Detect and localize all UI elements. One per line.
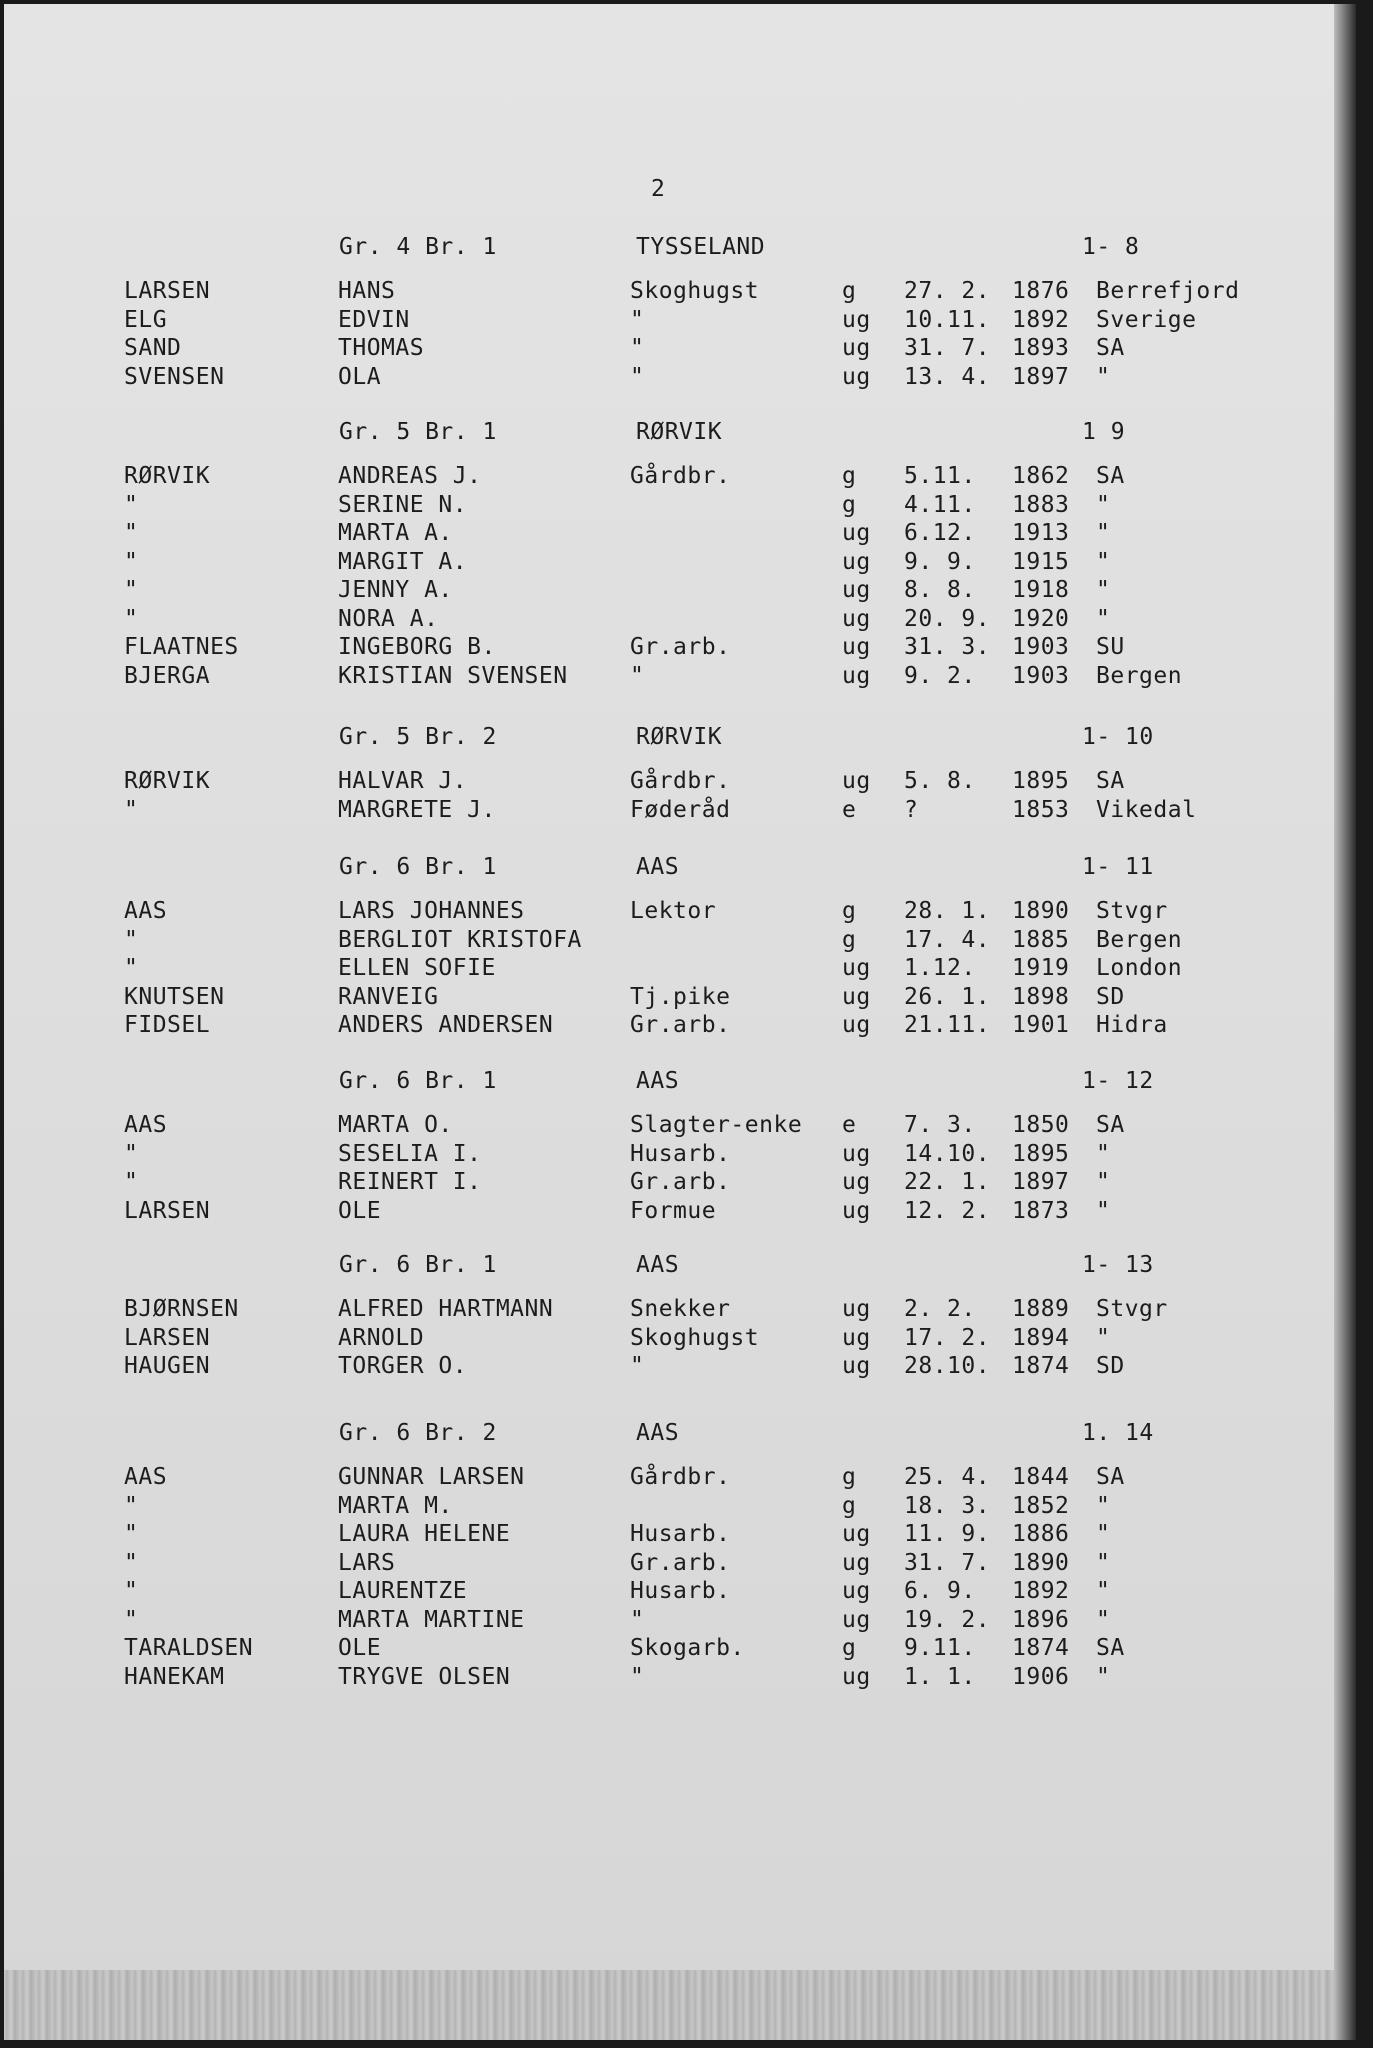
household-number: 1 9 [1082, 419, 1126, 445]
person-row [4, 955, 1356, 983]
person-row [4, 1112, 1356, 1140]
marital-status: ug [842, 335, 871, 361]
birthplace: Stvgr [1096, 1296, 1168, 1322]
birth-year: 1852 [1012, 1492, 1070, 1519]
section-header [4, 854, 1356, 882]
birth-year: 1886 [1012, 1521, 1070, 1547]
given-name: SESELIA I. [338, 1140, 482, 1167]
occupation: Gr.arb. [630, 1012, 731, 1038]
occupation: Lektor [630, 898, 717, 924]
marital-status: ug [842, 605, 871, 632]
group-number: Gr. 6 Br. 1 [339, 854, 497, 880]
birth-year: 1853 [1012, 796, 1070, 823]
occupation: " [630, 1663, 645, 1690]
marital-status: ug [842, 1296, 871, 1322]
birthplace: SA [1096, 768, 1125, 794]
surname: TARALDSEN [124, 1635, 254, 1661]
surname: " [124, 1606, 139, 1633]
marital-status: g [842, 1492, 857, 1519]
person-row [4, 927, 1356, 955]
surname: SVENSEN [124, 363, 225, 390]
birth-date: 2. 2. [904, 1296, 976, 1322]
marital-status: ug [842, 548, 871, 575]
occupation: Husarb. [630, 1578, 731, 1604]
birth-date: 25. 4. [904, 1464, 991, 1490]
given-name: MARGIT A. [338, 548, 468, 575]
given-name: ELLEN SOFIE [338, 955, 496, 981]
given-name: GUNNAR LARSEN [338, 1464, 525, 1490]
birth-date: 13. 4. [904, 363, 991, 390]
given-name: HANS [338, 278, 396, 304]
given-name: ALFRED HARTMANN [338, 1296, 554, 1322]
occupation: " [630, 662, 645, 689]
person-row [4, 278, 1356, 306]
birthplace: " [1096, 520, 1111, 546]
birth-date: 4.11. [904, 491, 976, 518]
birth-year: 1885 [1012, 926, 1070, 953]
birthplace: SA [1096, 1112, 1125, 1138]
person-row [4, 1198, 1356, 1226]
given-name: LARS JOHANNES [338, 898, 525, 924]
birth-year: 1897 [1012, 1169, 1070, 1195]
birth-date: 1. 1. [904, 1663, 976, 1690]
household-number: 1- 13 [1082, 1252, 1154, 1278]
occupation: " [630, 335, 645, 361]
occupation: Gårdbr. [630, 463, 731, 489]
occupation: Husarb. [630, 1521, 731, 1547]
surname: HAUGEN [124, 1353, 211, 1379]
marital-status: ug [842, 1549, 871, 1576]
given-name: MARTA A. [338, 520, 453, 546]
surname: HANEKAM [124, 1663, 225, 1690]
marital-status: ug [842, 1606, 871, 1633]
surname: KNUTSEN [124, 983, 225, 1010]
birthplace: SD [1096, 983, 1125, 1010]
birth-date: 31. 7. [904, 1549, 991, 1576]
given-name: NORA A. [338, 605, 439, 632]
occupation: Tj.pike [630, 983, 731, 1010]
given-name: REINERT I. [338, 1169, 482, 1195]
birth-date: 17. 2. [904, 1324, 991, 1351]
birth-year: 1897 [1012, 363, 1070, 390]
given-name: ARNOLD [338, 1324, 425, 1351]
given-name: MARTA O. [338, 1112, 453, 1138]
birth-date: 22. 1. [904, 1169, 991, 1195]
occupation: Gr.arb. [630, 634, 731, 660]
marital-status: g [842, 463, 857, 489]
person-row [4, 797, 1356, 825]
birth-year: 1895 [1012, 1140, 1070, 1167]
given-name: LARS [338, 1549, 396, 1576]
section-header [4, 419, 1356, 447]
occupation: Skoghugst [630, 278, 760, 304]
birthplace: Bergen [1096, 926, 1183, 953]
birthplace: " [1096, 1521, 1111, 1547]
birth-date: 10.11. [904, 306, 991, 333]
birthplace: " [1096, 605, 1111, 632]
occupation: " [630, 1353, 645, 1379]
birth-year: 1898 [1012, 983, 1070, 1010]
occupation: Føderåd [630, 796, 731, 823]
birth-date: 21.11. [904, 1012, 991, 1038]
person-row [4, 364, 1356, 392]
farm-name: RØRVIK [636, 724, 723, 750]
birthplace: SA [1096, 335, 1125, 361]
person-row [4, 520, 1356, 548]
given-name: KRISTIAN SVENSEN [338, 662, 568, 689]
scanned-page [4, 4, 1356, 2040]
surname: " [124, 1521, 139, 1547]
birthplace: " [1096, 1606, 1111, 1633]
given-name: LAURENTZE [338, 1578, 468, 1604]
marital-status: ug [842, 1140, 871, 1167]
birth-date: 1.12. [904, 955, 976, 981]
marital-status: g [842, 1635, 857, 1661]
person-row [4, 1141, 1356, 1169]
surname: " [124, 577, 139, 603]
birthplace: Berrefjord [1096, 278, 1240, 304]
farm-name: RØRVIK [636, 419, 723, 445]
surname: LARSEN [124, 278, 211, 304]
birth-year: 1844 [1012, 1464, 1070, 1490]
birth-year: 1850 [1012, 1112, 1070, 1138]
marital-status: ug [842, 1012, 871, 1038]
person-row [4, 1550, 1356, 1578]
group-number: Gr. 6 Br. 2 [339, 1420, 497, 1446]
birth-date: 18. 3. [904, 1492, 991, 1519]
person-row [4, 1493, 1356, 1521]
section-header [4, 1420, 1356, 1448]
birth-year: 1873 [1012, 1197, 1070, 1224]
birthplace: " [1096, 577, 1111, 603]
given-name: LAURA HELENE [338, 1521, 511, 1547]
household-number: 1- 12 [1082, 1068, 1154, 1094]
occupation: Husarb. [630, 1140, 731, 1167]
person-row [4, 307, 1356, 335]
birthplace: " [1096, 1492, 1111, 1519]
marital-status: g [842, 278, 857, 304]
marital-status: ug [842, 1197, 871, 1224]
birth-date: 17. 4. [904, 926, 991, 953]
person-row [4, 1012, 1356, 1040]
person-row [4, 492, 1356, 520]
farm-name: AAS [636, 1420, 680, 1446]
household-number: 1- 8 [1082, 234, 1140, 260]
person-row [4, 606, 1356, 634]
birth-year: 1901 [1012, 1012, 1070, 1038]
person-row [4, 1353, 1356, 1381]
occupation: Formue [630, 1197, 717, 1224]
marital-status: ug [842, 983, 871, 1010]
birthplace: " [1096, 1169, 1111, 1195]
surname: SAND [124, 335, 182, 361]
birthplace: SA [1096, 463, 1125, 489]
birthplace: Stvgr [1096, 898, 1168, 924]
group-number: Gr. 6 Br. 1 [339, 1068, 497, 1094]
birthplace: " [1096, 1324, 1111, 1351]
person-row [4, 463, 1356, 491]
given-name: EDVIN [338, 306, 410, 333]
birth-year: 1883 [1012, 491, 1070, 518]
person-row [4, 1635, 1356, 1663]
section-header [4, 1068, 1356, 1096]
group-number: Gr. 6 Br. 1 [339, 1252, 497, 1278]
birth-date: 9.11. [904, 1635, 976, 1661]
birth-date: 12. 2. [904, 1197, 991, 1224]
birth-date: 19. 2. [904, 1606, 991, 1633]
birthplace: " [1096, 548, 1111, 575]
marital-status: ug [842, 662, 871, 689]
surname: " [124, 1140, 139, 1167]
birthplace: " [1096, 1549, 1111, 1576]
birth-year: 1889 [1012, 1296, 1070, 1322]
birth-year: 1915 [1012, 548, 1070, 575]
birth-date: 28.10. [904, 1353, 991, 1379]
marital-status: g [842, 926, 857, 953]
given-name: MARGRETE J. [338, 796, 496, 823]
given-name: HALVAR J. [338, 768, 468, 794]
surname: ELG [124, 306, 168, 333]
household-number: 1. 14 [1082, 1420, 1154, 1446]
birth-year: 1890 [1012, 898, 1070, 924]
birth-year: 1896 [1012, 1606, 1070, 1633]
farm-name: AAS [636, 1068, 680, 1094]
birth-date: 6. 9. [904, 1578, 976, 1604]
surname: " [124, 1169, 139, 1195]
person-row [4, 549, 1356, 577]
given-name: BERGLIOT KRISTOFA [338, 926, 582, 953]
surname: FIDSEL [124, 1012, 211, 1038]
surname: " [124, 548, 139, 575]
scan-artifact-bottom [4, 1970, 1356, 2040]
marital-status: ug [842, 1324, 871, 1351]
section-header [4, 234, 1356, 262]
person-row [4, 577, 1356, 605]
birthplace: SA [1096, 1464, 1125, 1490]
birth-date: 5. 8. [904, 768, 976, 794]
surname: AAS [124, 1112, 168, 1138]
birth-year: 1903 [1012, 634, 1070, 660]
person-row [4, 1325, 1356, 1353]
occupation: Snekker [630, 1296, 731, 1322]
surname: " [124, 605, 139, 632]
given-name: THOMAS [338, 335, 425, 361]
surname: LARSEN [124, 1197, 211, 1224]
given-name: ANDREAS J. [338, 463, 482, 489]
marital-status: ug [842, 1353, 871, 1379]
surname: FLAATNES [124, 634, 239, 660]
occupation: Gårdbr. [630, 1464, 731, 1490]
household-number: 1- 10 [1082, 724, 1154, 750]
farm-name: AAS [636, 854, 680, 880]
surname: BJØRNSEN [124, 1296, 239, 1322]
group-number: Gr. 5 Br. 2 [339, 724, 497, 750]
marital-status: g [842, 1464, 857, 1490]
marital-status: ug [842, 1663, 871, 1690]
birth-date: 5.11. [904, 463, 976, 489]
birth-year: 1876 [1012, 278, 1070, 304]
surname: BJERGA [124, 662, 211, 689]
birth-date: 20. 9. [904, 605, 991, 632]
surname: " [124, 1578, 139, 1604]
marital-status: ug [842, 577, 871, 603]
birth-year: 1906 [1012, 1663, 1070, 1690]
occupation: Gårdbr. [630, 768, 731, 794]
birth-date: 9. 2. [904, 662, 976, 689]
birth-date: 14.10. [904, 1140, 991, 1167]
birthplace: " [1096, 491, 1111, 518]
birthplace: " [1096, 1663, 1111, 1690]
given-name: MARTA MARTINE [338, 1606, 525, 1633]
birth-date: 31. 7. [904, 335, 991, 361]
person-row [4, 1578, 1356, 1606]
marital-status: ug [842, 1169, 871, 1195]
person-row [4, 1521, 1356, 1549]
birth-date: 27. 2. [904, 278, 991, 304]
surname: " [124, 796, 139, 823]
surname: RØRVIK [124, 463, 211, 489]
surname: RØRVIK [124, 768, 211, 794]
birth-year: 1919 [1012, 955, 1070, 981]
birthplace: Bergen [1096, 662, 1183, 689]
birth-year: 1920 [1012, 605, 1070, 632]
person-row [4, 898, 1356, 926]
surname: " [124, 491, 139, 518]
occupation: Gr.arb. [630, 1169, 731, 1195]
birth-year: 1892 [1012, 1578, 1070, 1604]
surname: " [124, 1492, 139, 1519]
birth-date: 28. 1. [904, 898, 991, 924]
birth-year: 1895 [1012, 768, 1070, 794]
given-name: TORGER O. [338, 1353, 468, 1379]
occupation: " [630, 306, 645, 333]
given-name: SERINE N. [338, 491, 468, 518]
given-name: MARTA M. [338, 1492, 453, 1519]
marital-status: e [842, 796, 857, 823]
birth-date: 31. 3. [904, 634, 991, 660]
occupation: Slagter-enke [630, 1112, 803, 1138]
birth-year: 1893 [1012, 335, 1070, 361]
birth-date: 9. 9. [904, 548, 976, 575]
occupation: " [630, 363, 645, 390]
surname: AAS [124, 1464, 168, 1490]
birthplace: " [1096, 1197, 1111, 1224]
occupation: Gr.arb. [630, 1549, 731, 1576]
birth-year: 1903 [1012, 662, 1070, 689]
birth-date: 6.12. [904, 520, 976, 546]
marital-status: ug [842, 1578, 871, 1604]
given-name: ANDERS ANDERSEN [338, 1012, 554, 1038]
person-row [4, 634, 1356, 662]
person-row [4, 663, 1356, 691]
surname: AAS [124, 898, 168, 924]
birthplace: Vikedal [1096, 796, 1197, 823]
given-name: OLE [338, 1197, 382, 1224]
birth-date: ? [904, 796, 919, 823]
birthplace: " [1096, 1140, 1111, 1167]
birth-year: 1874 [1012, 1635, 1070, 1661]
occupation: Skoghugst [630, 1324, 760, 1351]
marital-status: ug [842, 768, 871, 794]
marital-status: e [842, 1112, 857, 1138]
page-number: 2 [651, 176, 665, 202]
marital-status: ug [842, 634, 871, 660]
person-row [4, 1169, 1356, 1197]
birth-year: 1862 [1012, 463, 1070, 489]
given-name: OLE [338, 1635, 382, 1661]
birth-date: 8. 8. [904, 577, 976, 603]
birthplace: SU [1096, 634, 1125, 660]
birth-year: 1890 [1012, 1549, 1070, 1576]
birth-date: 26. 1. [904, 983, 991, 1010]
scan-edge-right [1334, 4, 1356, 2040]
marital-status: ug [842, 363, 871, 390]
marital-status: g [842, 898, 857, 924]
marital-status: ug [842, 1521, 871, 1547]
household-number: 1- 11 [1082, 854, 1154, 880]
birthplace: Hidra [1096, 1012, 1168, 1038]
marital-status: ug [842, 955, 871, 981]
surname: " [124, 1549, 139, 1576]
person-row [4, 1296, 1356, 1324]
birthplace: SD [1096, 1353, 1125, 1379]
section-header [4, 1252, 1356, 1280]
occupation: Skogarb. [630, 1635, 745, 1661]
occupation: " [630, 1606, 645, 1633]
farm-name: AAS [636, 1252, 680, 1278]
person-row [4, 1664, 1356, 1692]
birthplace: " [1096, 363, 1111, 390]
surname: LARSEN [124, 1324, 211, 1351]
person-row [4, 1464, 1356, 1492]
marital-status: ug [842, 306, 871, 333]
group-number: Gr. 4 Br. 1 [339, 234, 497, 260]
birth-year: 1913 [1012, 520, 1070, 546]
birth-date: 7. 3. [904, 1112, 976, 1138]
birth-date: 11. 9. [904, 1521, 991, 1547]
given-name: JENNY A. [338, 577, 453, 603]
marital-status: g [842, 491, 857, 518]
birth-year: 1892 [1012, 306, 1070, 333]
birthplace: " [1096, 1578, 1111, 1604]
given-name: INGEBORG B. [338, 634, 496, 660]
birthplace: Sverige [1096, 306, 1197, 333]
person-row [4, 768, 1356, 796]
birth-year: 1918 [1012, 577, 1070, 603]
surname: " [124, 520, 139, 546]
person-row [4, 335, 1356, 363]
group-number: Gr. 5 Br. 1 [339, 419, 497, 445]
section-header [4, 724, 1356, 752]
surname: " [124, 926, 139, 953]
person-row [4, 1607, 1356, 1635]
birth-year: 1874 [1012, 1353, 1070, 1379]
birthplace: London [1096, 955, 1183, 981]
given-name: TRYGVE OLSEN [338, 1663, 511, 1690]
given-name: RANVEIG [338, 983, 439, 1010]
person-row [4, 984, 1356, 1012]
marital-status: ug [842, 520, 871, 546]
birth-year: 1894 [1012, 1324, 1070, 1351]
surname: " [124, 955, 139, 981]
given-name: OLA [338, 363, 382, 390]
farm-name: TYSSELAND [636, 234, 766, 260]
birthplace: SA [1096, 1635, 1125, 1661]
